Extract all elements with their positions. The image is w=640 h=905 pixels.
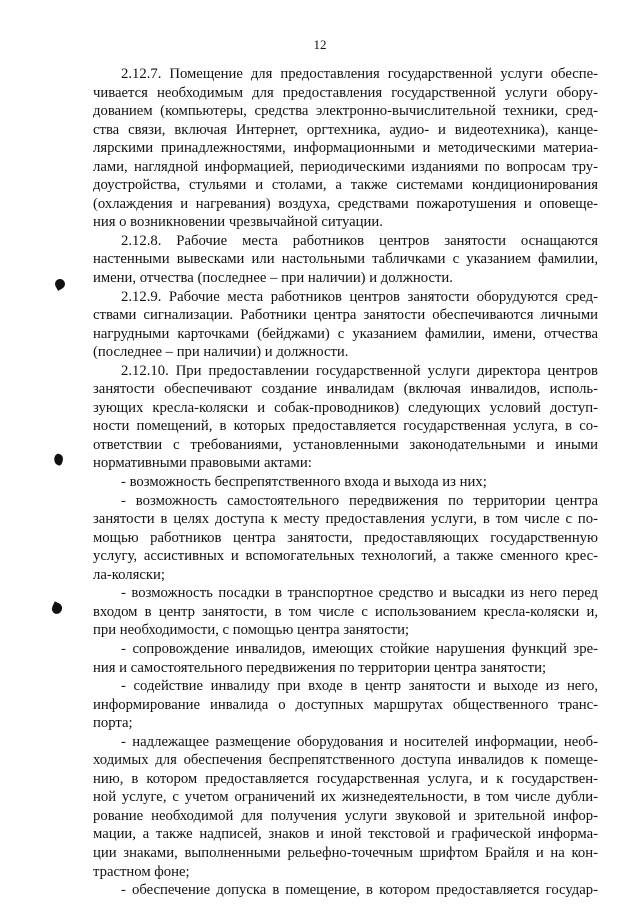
text-line: ной услуге, с учетом ограничений их жизнедеятельности, в том числе дубли-	[93, 789, 598, 806]
text-line: порта;	[93, 715, 133, 732]
text-line: 2.12.9. Рабочие места работников центров занятости оборудуются сред-	[121, 288, 598, 305]
text-line: ния о возникновении чрезвычайной ситуации.	[93, 214, 383, 231]
text-line: - возможность посадки в транспортное средство и высадки из него перед	[121, 585, 598, 602]
margin-mark	[50, 601, 64, 615]
text-line: 2.12.7. Помещение для предоставления государственной услуги обеспе-	[121, 66, 598, 82]
text-line: (последнее – при наличии) и должности.	[93, 344, 349, 361]
text-line: ответствии с требованиями, установленными законодательными и иными	[93, 436, 598, 453]
text-line: имени, отчества (последнее – при наличии) и должности.	[93, 270, 453, 287]
text-line: ства связи, включая Интернет, оргтехника, аудио- и видеотехника), канце-	[93, 121, 598, 138]
margin-mark	[53, 277, 67, 291]
text-line: чивается необходимым для предоставления государственной услуги обору-	[93, 84, 598, 101]
text-line: информирование инвалида о доступных маршрутах общественного транс-	[93, 696, 598, 713]
text-line: занятости обеспечивают создание инвалидам (включая инвалидов, исполь-	[93, 381, 598, 398]
text-line: ходимых для обеспечения беспрепятственного доступа инвалидов к помеще-	[93, 752, 598, 769]
text-line: - обеспечение допуска в помещение, в котором предоставляется государ-	[121, 882, 598, 899]
text-line: ла-коляски;	[93, 566, 165, 583]
text-line: дованием (компьютеры, средства электронно-вычислительной техники, сред-	[93, 103, 598, 120]
text-line: нормативными правовыми актами:	[93, 455, 312, 472]
text-line: занятости в целях доступа к месту предоставления услуги, в том числе с по-	[93, 511, 598, 528]
text-line: лярскими принадлежностями, информационными и методическими материа-	[93, 140, 598, 157]
margin-mark	[52, 453, 64, 466]
text-line: зующих кресла-коляски и собак-проводников) следующих условий доступ-	[93, 399, 598, 416]
text-line: ности помещений, в которых предоставляется государственная услуга, в со-	[93, 418, 598, 435]
text-line: 2.12.8. Рабочие места работников центров занятости оснащаются	[121, 232, 598, 249]
text-line: мации, а также надписей, знаков и иной текстовой и графической информа-	[93, 826, 598, 843]
text-line: нагрудными карточками (бейджами) с указанием фамилии, имени, отчества	[93, 325, 598, 342]
text-line: доустройства, стульями и столами, а также системами кондиционирования	[93, 177, 598, 194]
text-line: при необходимости, с помощью центра занятости;	[93, 622, 410, 639]
page-number: 12	[313, 37, 327, 52]
text-line: - сопровождение инвалидов, имеющих стойкие нарушения функций зре-	[121, 640, 598, 657]
document-body	[93, 65, 598, 900]
text-line: ния и самостоятельного передвижения по территории центра занятости;	[93, 659, 547, 676]
text-line: трастном фоне;	[93, 863, 190, 880]
text-line: (охлаждения и нагревания) воздуха, средствами пожаротушения и оповеще-	[93, 195, 598, 212]
text-line: рование необходимой для получения услуги звуковой и зрительной инфор-	[93, 807, 598, 824]
text-line: нию, в котором предоставляется государственная услуга, и к государствен-	[93, 770, 598, 787]
text-line: - содействие инвалиду при входе в центр занятости и выходе из него,	[121, 678, 598, 695]
text-line: - возможность беспрепятственного входа и выхода из них;	[121, 474, 487, 491]
text-line: лами, наглядной информацией, периодическими изданиями по вопросам тру-	[93, 158, 598, 175]
text-line: входом в центр занятости, в том числе с использованием кресла-коляски и,	[93, 603, 598, 620]
text-line: услугу, ассистивных и вспомогательных технологий, а также сменного крес-	[93, 548, 598, 565]
text-line: ствами сигнализации. Работники центра занятости обеспечиваются личными	[93, 307, 598, 324]
text-line: 2.12.10. При предоставлении государственной услуги директора центров	[121, 362, 598, 379]
text-line: - возможность самостоятельного передвижения по территории центра	[121, 492, 598, 509]
text-line: мощью работников центра занятости, предоставляющих государственную	[93, 529, 598, 546]
text-line: - надлежащее размещение оборудования и носителей информации, необ-	[121, 733, 598, 750]
text-line: настенными вывесками или настольными табличками с указанием фамилии,	[93, 251, 598, 268]
text-line: ции знаками, выполненными рельефно-точечным шрифтом Брайля и на кон-	[93, 844, 598, 861]
